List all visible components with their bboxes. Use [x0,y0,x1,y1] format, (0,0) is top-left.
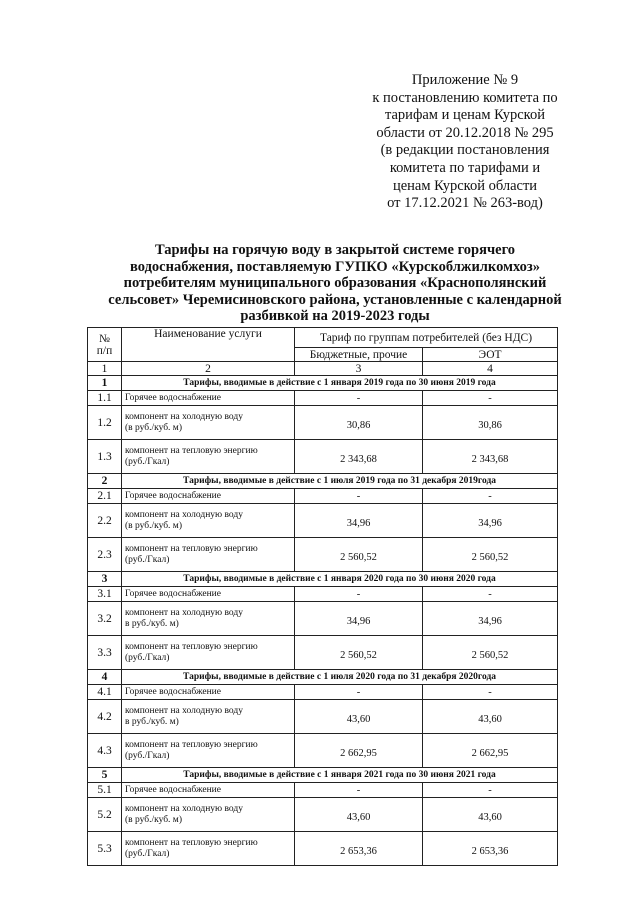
row-number: 3.2 [88,602,122,636]
appendix-line: к постановлению комитета по [372,89,558,106]
table-row [88,602,558,636]
table-row [88,783,558,798]
tariff-budget: - [295,489,423,504]
appendix-line: ценам Курской области [392,177,538,194]
service-name: компонент на тепловую энергию (руб./Гкал) [122,734,295,768]
title-line: сельсовет» Черемисиновского района, установленные с календарной [108,291,562,308]
table-row [88,489,558,504]
tariff-eot: - [423,489,558,504]
appendix-line: области от 20.12.2018 № 295 [376,124,554,141]
period-number: 5 [88,768,122,783]
index-cell: 4 [423,362,558,376]
tariff-eot: 2 662,95 [423,734,558,768]
row-number: 4.2 [88,700,122,734]
tariff-eot: 34,96 [423,602,558,636]
title-line: водоснабжения, поставляемую ГУПКО «Курскоблжилкомхоз» [130,258,540,275]
period-title: Тарифы, вводимые в действие с 1 июля 2019 года по 31 декабря 2019года [122,474,558,489]
header-budget: Бюджетные, прочие [295,348,423,362]
row-number: 5.1 [88,783,122,798]
tariff-eot: - [423,587,558,602]
period-header-row [88,768,558,783]
appendix-line: (в редакции постановления [380,142,550,159]
table-row [88,440,558,474]
service-name: Горячее водоснабжение [122,783,295,798]
table-header-row [88,328,558,348]
index-cell: 1 [88,362,122,376]
period-title: Тарифы, вводимые в действие с 1 января 2019 года по 30 июня 2019 года [122,376,558,391]
period-header-row [88,474,558,489]
table-row [88,587,558,602]
tariff-budget: 2 560,52 [295,538,423,572]
service-name: компонент на холодную воду (в руб./куб. м) [122,406,295,440]
period-header-row [88,376,558,391]
row-number: 1.2 [88,406,122,440]
service-name: компонент на холодную воду (в руб./куб. м) [122,504,295,538]
row-number: 4.3 [88,734,122,768]
tariff-budget: - [295,685,423,700]
title-line: разбивкой на 2019-2023 годы [240,308,430,325]
table-row [88,798,558,832]
row-number: 4.1 [88,685,122,700]
tariff-budget: - [295,783,423,798]
table-row [88,636,558,670]
table-row [88,538,558,572]
header-service: Наименование услуги [122,328,295,362]
appendix-line: Приложение № 9 [411,72,519,88]
tariff-budget: 43,60 [295,798,423,832]
tariff-budget: - [295,587,423,602]
service-name: компонент на холодную воду в руб./куб. м) [122,700,295,734]
tariff-budget: 34,96 [295,602,423,636]
period-number: 3 [88,572,122,587]
header-tariff-group: Тариф по группам потребителей (без НДС) [295,328,558,348]
header-eot: ЭОТ [423,348,558,362]
period-number: 1 [88,376,122,391]
period-title: Тарифы, вводимые в действие с 1 января 2020 года по 30 июня 2020 года [122,572,558,587]
period-number: 4 [88,670,122,685]
tariff-eot: 43,60 [423,798,558,832]
service-name: компонент на тепловую энергию (руб./Гкал) [122,832,295,866]
row-number: 3.1 [88,587,122,602]
appendix-note [360,72,570,213]
tariff-budget: 43,60 [295,700,423,734]
tariff-eot: 2 560,52 [423,636,558,670]
tariff-eot: - [423,685,558,700]
tariff-budget: 2 560,52 [295,636,423,670]
period-number: 2 [88,474,122,489]
tariff-eot: 2 653,36 [423,832,558,866]
table-row [88,391,558,406]
period-title: Тарифы, вводимые в действие с 1 июля 2020 года по 31 декабря 2020года [122,670,558,685]
period-header-row [88,572,558,587]
row-number: 5.3 [88,832,122,866]
period-title: Тарифы, вводимые в действие с 1 января 2021 года по 30 июня 2021 года [122,768,558,783]
service-name: Горячее водоснабжение [122,685,295,700]
tariff-budget: - [295,391,423,406]
row-number: 1.1 [88,391,122,406]
title-line: Тарифы на горячую воду в закрытой системе горячего [154,242,516,258]
row-number: 5.2 [88,798,122,832]
service-name: компонент на холодную воду (в руб./куб. м) [122,798,295,832]
table-row [88,406,558,440]
row-number: 2.3 [88,538,122,572]
tariff-budget: 2 653,36 [295,832,423,866]
tariff-eot: 2 560,52 [423,538,558,572]
tariff-eot: 43,60 [423,700,558,734]
service-name: компонент на тепловую энергию (руб./Гкал) [122,636,295,670]
table-index-row [88,362,558,376]
row-number: 2.2 [88,504,122,538]
tariff-eot: 34,96 [423,504,558,538]
tariff-eot: 2 343,68 [423,440,558,474]
service-name: Горячее водоснабжение [122,391,295,406]
tariff-eot: 30,86 [423,406,558,440]
tariff-budget: 34,96 [295,504,423,538]
document-title [100,242,570,325]
service-name: Горячее водоснабжение [122,587,295,602]
service-name: компонент на тепловую энергию (руб./Гкал) [122,538,295,572]
service-name: компонент на холодную воду в руб./куб. м) [122,602,295,636]
tariff-eot: - [423,391,558,406]
row-number: 3.3 [88,636,122,670]
appendix-line: от 17.12.2021 № 263-вод) [387,195,543,212]
title-line: потребителям муниципального образования «Краснополянский [123,275,547,292]
table-row [88,700,558,734]
index-cell: 3 [295,362,423,376]
service-name: Горячее водоснабжение [122,489,295,504]
table-row [88,685,558,700]
tariff-eot: - [423,783,558,798]
tariff-budget: 30,86 [295,406,423,440]
table-row [88,734,558,768]
period-header-row [88,670,558,685]
tariffs-table-body [88,328,558,866]
tariffs-table [87,327,558,866]
tariff-budget: 2 662,95 [295,734,423,768]
table-row [88,504,558,538]
tariff-budget: 2 343,68 [295,440,423,474]
header-num: № п/п [88,328,122,362]
service-name: компонент на тепловую энергию (руб./Гкал) [122,440,295,474]
appendix-line: тарифам и ценам Курской [384,107,545,124]
index-cell: 2 [122,362,295,376]
table-row [88,832,558,866]
row-number: 1.3 [88,440,122,474]
appendix-line: комитета по тарифами и [389,159,541,176]
row-number: 2.1 [88,489,122,504]
